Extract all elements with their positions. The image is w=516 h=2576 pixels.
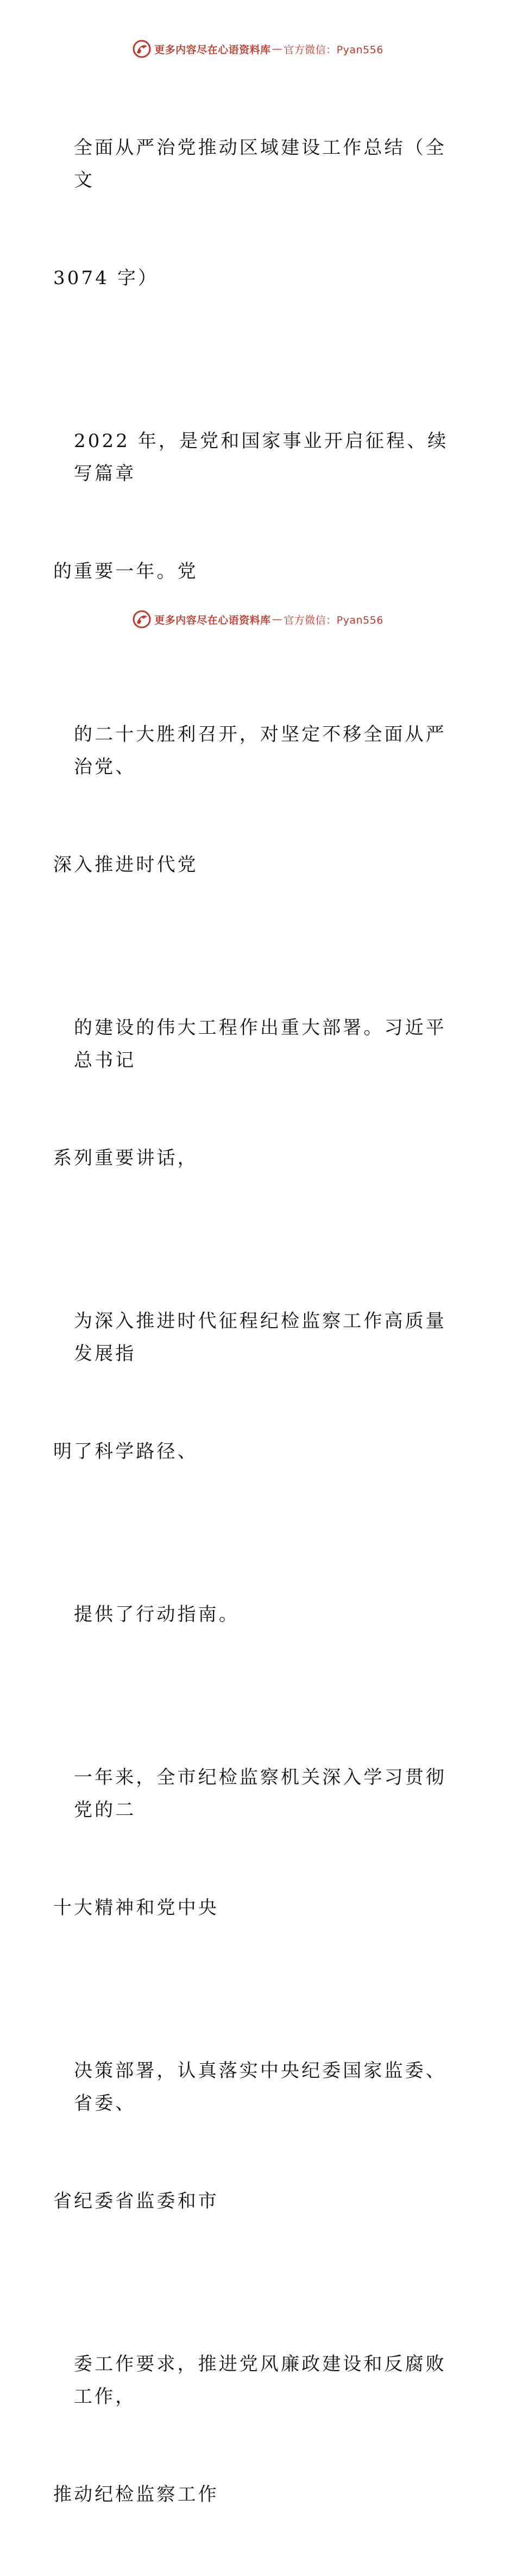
- text-line: 推动纪检监察工作: [53, 2484, 219, 2505]
- banner-separator: —: [272, 43, 283, 55]
- text-line: 为深入推进时代征程纪检监察工作高质量发展指: [74, 1310, 446, 1365]
- seal-logo-icon: [133, 610, 151, 629]
- banner-wechat-text: 官方微信：Pyan556: [284, 614, 383, 626]
- paragraph: [53, 1989, 466, 2283]
- paragraph: [53, 946, 466, 1240]
- text-line: 一年来，全市纪检监察机关深入学习贯彻党的二: [74, 1767, 446, 1821]
- text-line: 的二十大胜利召开，对坚定不移全面从严治党、: [74, 724, 446, 778]
- header-banner: [0, 38, 516, 60]
- paragraph: [53, 1240, 466, 1533]
- text-line: 3074 字）: [53, 267, 159, 289]
- paragraph: [53, 2283, 466, 2576]
- paragraph: [53, 1533, 466, 1696]
- footer-banner: [0, 608, 516, 630]
- text-line: 的重要一年。党: [53, 561, 198, 582]
- banner-separator: —: [272, 613, 283, 625]
- text-line: 十大精神和党中央: [53, 1897, 219, 1919]
- text-line: 委工作要求，推进党风廉政建设和反腐败工作，: [74, 2353, 446, 2408]
- text-line: 深入推进时代党: [53, 854, 198, 876]
- text-line: 的建设的伟大工程作出重大部署。习近平总书记: [74, 1017, 446, 1071]
- text-line: 省纪委省监委和市: [53, 2190, 219, 2212]
- banner-promo-text: 更多内容尽在心语资料库: [154, 43, 271, 56]
- banner-wechat-text: 官方微信：Pyan556: [284, 43, 383, 56]
- text-line: 决策部署，认真落实中央纪委国家监委、省委、: [74, 2060, 446, 2114]
- text-line: 提供了行动指南。: [74, 1604, 240, 1625]
- text-line: 明了科学路径、: [53, 1441, 198, 1462]
- banner-promo-text: 更多内容尽在心语资料库: [154, 614, 271, 626]
- seal-logo-icon: [133, 40, 151, 58]
- paragraph-title: [53, 66, 466, 360]
- text-line: 2022 年，是党和国家事业开启征程、续写篇章: [74, 430, 449, 485]
- paragraph: [53, 1696, 466, 1989]
- document-body: [53, 66, 466, 2576]
- text-line: 全面从严治党推动区域建设工作总结（全文: [74, 137, 446, 191]
- paragraph: [53, 653, 466, 946]
- text-line: 系列重要讲话，: [53, 1147, 198, 1169]
